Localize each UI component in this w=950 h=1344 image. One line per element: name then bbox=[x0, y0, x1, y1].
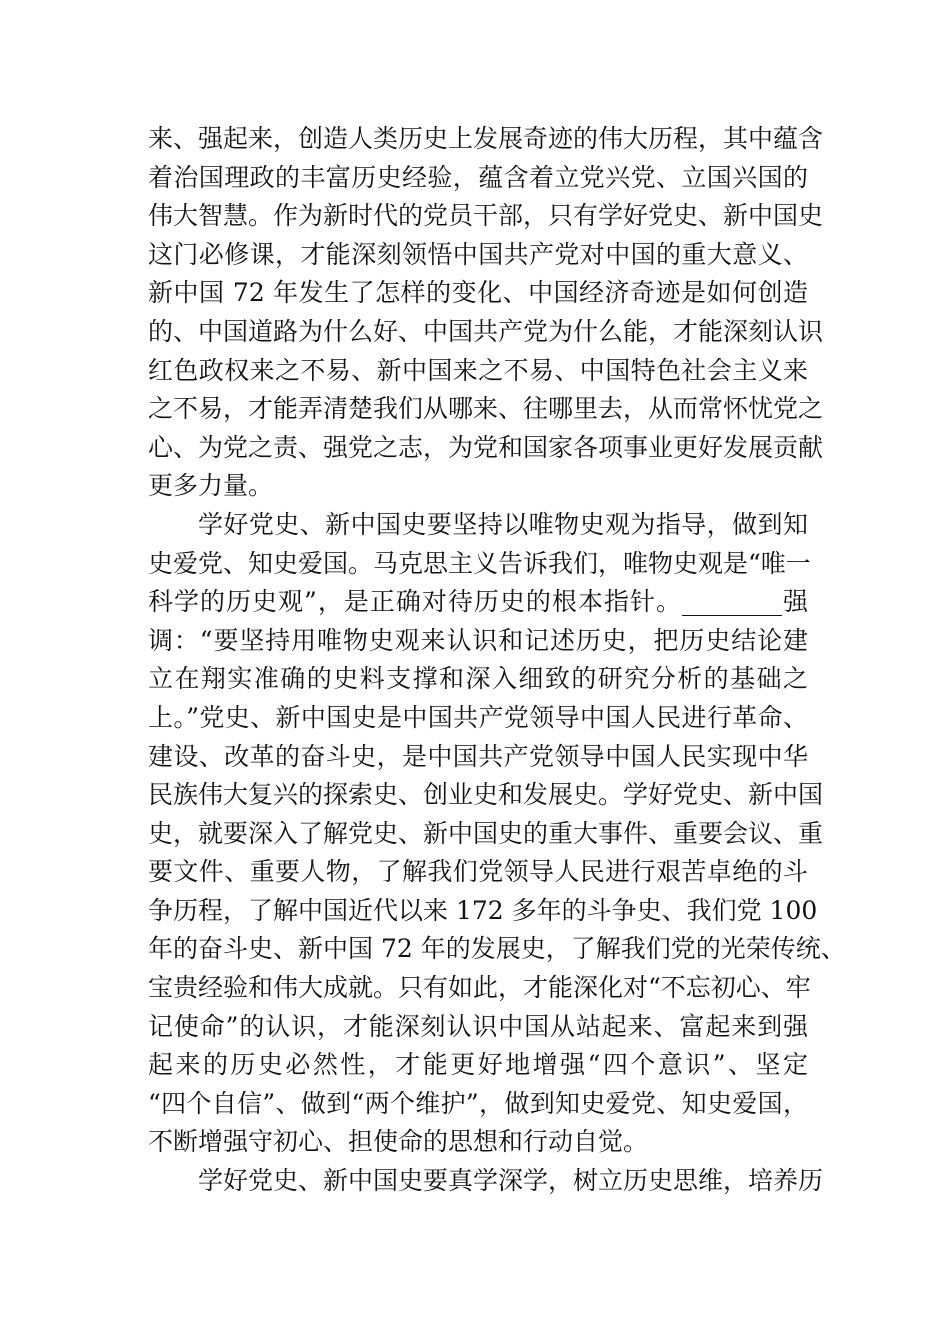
text-line: 史爱党、知史爱国。马克思主义告诉我们，唯物史观是“唯一 bbox=[148, 548, 811, 578]
text-line: 的、中国道路为什么好、中国共产党为什么能，才能深刻认识 bbox=[148, 316, 824, 346]
text-line: 学好党史、新中国史要真学深学，树立历史思维，培养历 bbox=[198, 1166, 824, 1196]
text-line: 伟大智慧。作为新时代的党员干部，只有学好党史、新中国史 bbox=[148, 201, 824, 231]
text-line: 学好党史、新中国史要坚持以唯物史观为指导，做到知 bbox=[198, 509, 808, 539]
text-line: 起来的历史必然性，才能更好地增强“四个意识”、坚定 bbox=[148, 1050, 808, 1080]
text-line: 新中国 72 年发生了怎样的变化、中国经济奇迹是如何创造 bbox=[148, 278, 808, 308]
text-line: 建设、改革的奋斗史，是中国共产党领导中国人民实现中华 bbox=[148, 741, 808, 771]
text-line: 科学的历史观”，是正确对待历史的根本指针。________强 bbox=[148, 587, 808, 617]
text-line: 上。”党史、新中国史是中国共产党领导中国人民进行革命、 bbox=[148, 702, 808, 732]
text-line: 争历程，了解中国近代以来 172 多年的斗争史、我们党 100 bbox=[148, 895, 818, 925]
text-line: 记使命”的认识，才能深刻认识中国从站起来、富起来到强 bbox=[148, 1011, 808, 1041]
text-line: 心、为党之责、强党之志，为党和国家各项事业更好发展贡献 bbox=[148, 432, 824, 462]
text-line: 更多力量。 bbox=[148, 471, 274, 501]
text-line: 这门必修课，才能深刻领悟中国共产党对中国的重大意义、 bbox=[148, 239, 808, 269]
text-line: 要文件、重要人物，了解我们党领导人民进行艰苦卓绝的斗 bbox=[148, 857, 808, 887]
text-line: 着治国理政的丰富历史经验，蕴含着立党兴党、立国兴国的 bbox=[148, 162, 808, 192]
text-line: 之不易，才能弄清楚我们从哪来、往哪里去，从而常怀忧党之 bbox=[148, 394, 824, 424]
text-line: 史，就要深入了解党史、新中国史的重大事件、重要会议、重 bbox=[148, 818, 824, 848]
text-line: 年的奋斗史、新中国 72 年的发展史，了解我们党的光荣传统、 bbox=[148, 934, 846, 964]
text-line: 宝贵经验和伟大成就。只有如此，才能深化对“不忘初心、牢 bbox=[148, 973, 811, 1003]
text-line: 不断增强守初心、担使命的思想和行动自觉。 bbox=[148, 1127, 649, 1157]
text-line: 来、强起来，创造人类历史上发展奇迹的伟大历程，其中蕴含 bbox=[148, 124, 824, 153]
text-line: 民族伟大复兴的探索史、创业史和发展史。学好党史、新中国 bbox=[148, 780, 824, 810]
body-text bbox=[148, 120, 846, 1201]
text-line: “四个自信”、做到“两个维护”，做到知史爱党、知史爱国， bbox=[148, 1088, 808, 1118]
text-line: 立在翔实准确的史料支撑和深入细致的研究分析的基础之 bbox=[148, 664, 808, 694]
text-line: 调：“要坚持用唯物史观来认识和记述历史，把历史结论建 bbox=[148, 625, 808, 655]
text-line: 红色政权来之不易、新中国来之不易、中国特色社会主义来 bbox=[148, 355, 808, 385]
